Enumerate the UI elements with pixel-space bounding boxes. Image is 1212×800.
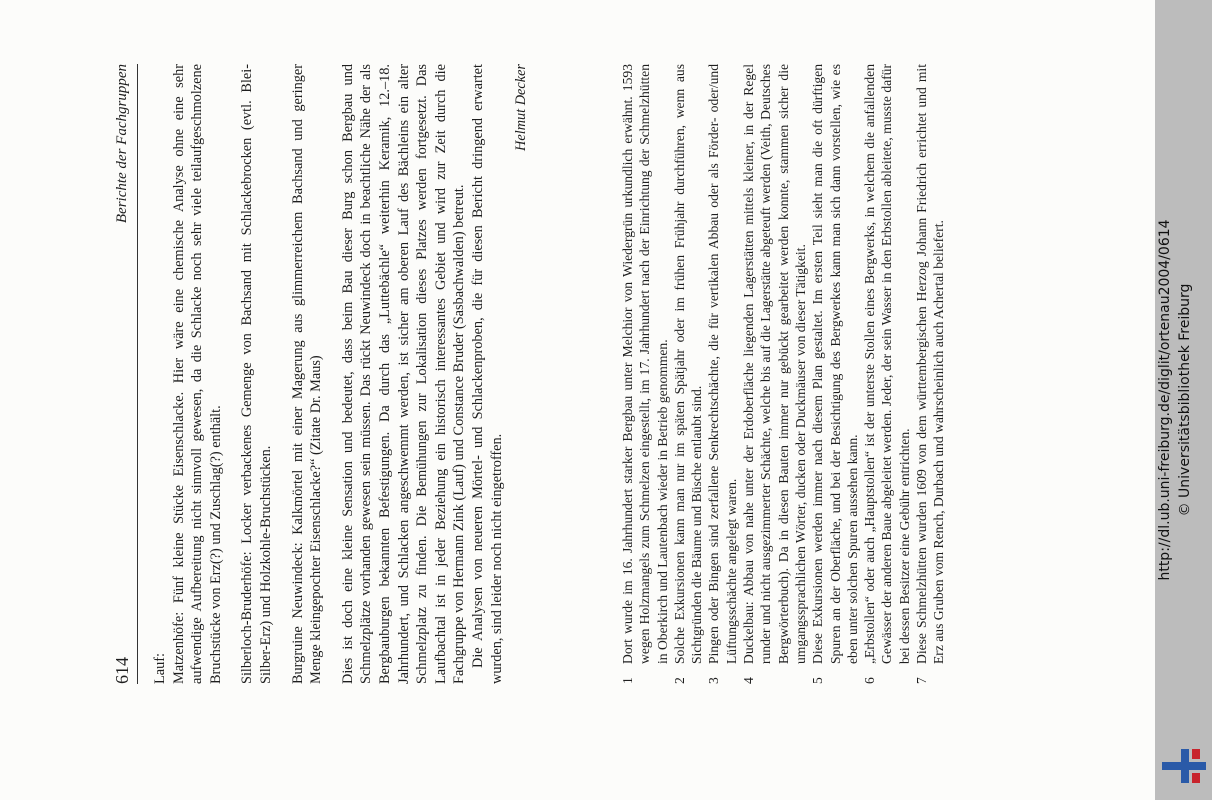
logo-red-mark (1192, 749, 1200, 759)
copyright-notice: © Universitätsbibliothek Freiburg (1177, 283, 1193, 517)
footnote (809, 64, 861, 684)
report-body (151, 64, 531, 684)
footnotes (619, 64, 948, 684)
paragraph-analysen: Die Analysen von neueren Mörtel- und Schlackenproben, die für diesen Bericht dringend erwartet wurden, sind leider noch nicht eingetroffen. (469, 64, 505, 684)
footnote-text: Diese Exkursionen werden immer nach diesem Plan gestaltet. Im ersten Teil sieht man die oft dürftigen Spuren an der Oberfläche, und bei der Besichtigung des Bergwerkes kann man sich dann vorstellen, wie es eben unter solchen Spuren aussehen kann. (810, 64, 860, 664)
author-signature: Helmut Decker (513, 64, 530, 151)
library-logo-icon (1162, 745, 1206, 787)
paragraph-lauf-label: Lauf: (152, 653, 168, 684)
footnote-text: „Erbstollen“ oder auch „Hauptstollen“ ist der unterste Stollen eines Bergwerks, in welchem die anfallenden Gewässer der anderen Baue abgeleitet werden. Jeder, der sein Wasser in den Erbstollen ableitete, musste dafür bei dessen Besitzer eine Gebühr entrichten. (862, 64, 912, 664)
footnote-number: 7 (914, 677, 930, 684)
footnote-number: 4 (741, 677, 757, 684)
footnote-number: 6 (862, 677, 878, 684)
paragraph-neuwindeck: Burgruine Neuwindeck: Kalkmörtel mit einer Magerung aus glimmerreichem Bachsand und geringer Menge kleingepochter Eisenschlacke?“ (Zitate Dr. Maus) (289, 64, 325, 684)
footnote-number: 2 (671, 677, 687, 684)
footnote-text: Solche Exkursionen kann man nur im späten Spätjahr oder im frühen Frühjahr durchführen, wenn aus Sichtgründen die Bäume und Büsche entlaubt sind. (671, 64, 705, 664)
logo-red-mark-lower (1192, 773, 1200, 783)
footnote (619, 64, 671, 684)
running-title: Berichte der Fachgruppen (114, 64, 130, 224)
paragraph-matzenhoefe: Matzenhöfe: Fünf kleine Stücke Eisenschlacke. Hier wäre eine chemische Analyse ohne eine sehr aufwendige Aufbereitung nicht sinnvoll gewesen, da die Schlacke noch sehr viele teilaufgeschmolzene Bruchstücke von Erz(?) und Zuschlag(?) enthält. (170, 64, 224, 684)
page-number: 614 (112, 657, 132, 684)
footnote-number: 5 (810, 677, 826, 684)
footnote-text: Diese Schmelzhütten wurden 1609 von dem württembergischen Herzog Johann Friedrich errichtet und mit Erz aus Gruben vom Rench, Durbach und wahrscheinlich auch Achertal beliefert. (914, 64, 947, 664)
footnote-number: 1 (620, 677, 635, 684)
header-rule (137, 64, 138, 684)
logo-blue-stem (1181, 749, 1189, 762)
footnote-text: Dort wurde im 16. Jahrhundert starker Bergbau unter Melchior von Wiedergrün urkundlich erwähnt. 1593 wegen Holzmangels zum Schmelzen eingestellt, im 17. Jahrhundert nach der Einrichtung der Schmelzhütten in Oberkirch und Lautenbach wieder in Betrieb genommen. (620, 64, 670, 664)
footnote (740, 64, 809, 684)
footnote-text: Pingen oder Bingen sind zerfallene Senkrechtschächte, die für vertikalen Abbau oder als Förder- oder/und Lüftungsschächte angelegt waren. (706, 64, 739, 664)
logo-blue-bar (1162, 762, 1206, 770)
footnote-text: Duckelbau: Abbau von nahe unter der Erdoberfläche liegenden Lagerstätten mittels kleiner, in der Regel runder und nicht ausgezimmerter Schächte, welche bis auf die Lagerstätte abgeteuft werden (Veith, Deutsches Bergwörterbuch). Da in diesen Bauten immer nur gebückt gearbeitet werden konnte, stammen sicher die umgangssprachlichen Wörter, ducken oder Duckmäuser von dieser Tätigkeit. (741, 64, 808, 664)
paragraph-lauf (151, 64, 225, 684)
paragraph-silberloch: Silberloch-Bruderhöfe: Locker verbackenes Gemenge von Bachsand mit Schlackebrocken (evtl. Blei-Silber-Erz) und Holzkohle-Bruchstücken. (239, 64, 274, 684)
footnote (671, 64, 706, 684)
sidebar-text (1155, 0, 1211, 800)
logo-blue-stem-lower (1181, 770, 1189, 783)
source-url-link[interactable]: http://dl.ub.uni-freiburg.de/diglit/ortenau2004/0614 (1157, 219, 1173, 581)
footnote (861, 64, 913, 684)
footnote (913, 64, 948, 684)
scanned-page (94, 62, 1094, 738)
footnote (705, 64, 740, 684)
footnote-number: 3 (706, 677, 722, 684)
paragraph-sensation: Dies ist doch eine kleine Sensation und bedeutet, dass beim Bau dieser Burg schon Bergbau und Schmelzplätze vorhanden gewesen sein müssen. Das rückt Neuwindeck doch in beachtliche Nähe der als Bergbauburgen bekannten Befestigungen. Da durch das „Luttebächle“ weiterhin Keramik, 12.–18. Jahrhundert, und Schlacken angeschwemmt werden, ist sicher am oberen Lauf des Bächleins ein alter Schmelzplatz zu finden. Die Bemühungen zur Lokalisation dieses Platzes werden fortgesetzt. Das Laufbachtal ist in jeder Beziehung ein historisch interessantes Gebiet und wird zur Zeit durch die Fachgruppe von Hermann Zink (Lauf) und Constance Bruder (Sasbachwalden) betreut. (339, 64, 468, 684)
page-header (112, 64, 136, 684)
